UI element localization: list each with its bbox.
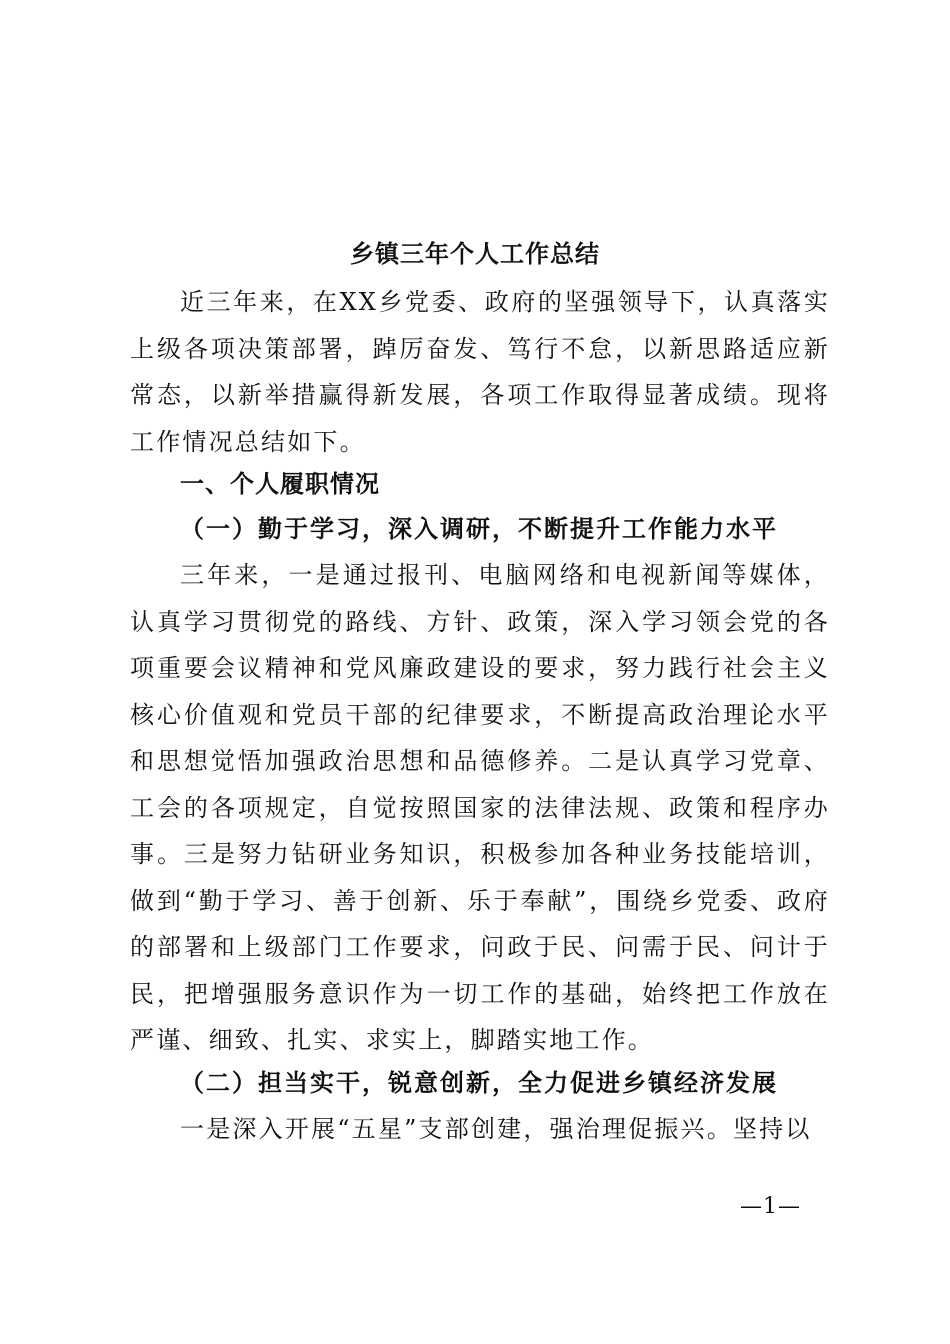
page-number: —1—	[740, 1194, 801, 1219]
document-title: 乡镇三年个人工作总结	[350, 239, 600, 268]
subsection-heading-2: （二）担当实干，锐意创新，全力促进乡镇经济发展	[180, 1068, 778, 1097]
subsection-heading-1: （一）勤于学习，深入调研，不断提升工作能力水平	[180, 514, 778, 543]
subsection-2-paragraph: 一是深入开展“五星”支部创建，强治理促振兴。坚持以	[180, 1115, 812, 1143]
intro-paragraph: 近三年来，在XX乡党委、政府的坚强领导下，认真落实上级各项决策部署，踔厉奋发、笃行不怠，以新思路适应新常态，以新举措赢得新发展，各项工作取得显著成绩。现将工作情况总结如下。	[130, 288, 830, 456]
section-heading-1: 一、个人履职情况	[180, 469, 380, 498]
subsection-1-paragraph: 三年来，一是通过报刊、电脑网络和电视新闻等媒体，认真学习贯彻党的路线、方针、政策，深入学习领会党的各项重要会议精神和党风廉政建设的要求，努力践行社会主义核心价值观和党员干部的纪律要求，不断提高政治理论水平和思想觉悟加强政治思想和品德修养。二是认真学习党章、工会的各项规定，自觉按照国家的法律法规、政策和程序办事。三是努力钻研业务知识，积极参加各种业务技能培训，做到“勤于学习、善于创新、乐于奉献”，围绕乡党委、政府的部署和上级部门工作要求，问政于民、问需于民、问计于民，把增强服务意识作为一切工作的基础，始终把工作放在严谨、细致、扎实、求实上，脚踏实地工作。	[130, 561, 830, 1054]
